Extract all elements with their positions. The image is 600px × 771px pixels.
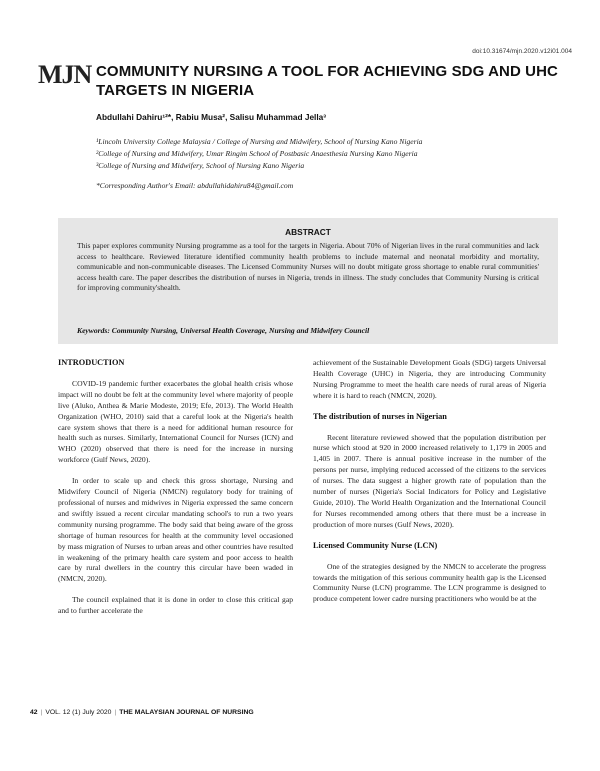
section-heading-lcn: Licensed Community Nurse (LCN) xyxy=(313,540,438,550)
footer-separator: | xyxy=(114,709,117,716)
paragraph: achievement of the Sustainable Development Goals (SDG) targets Universal Health Coverage (UHC) in Nigeria, they are introducing Community Nursing Programme to meet the health care needs of rural areas of Nigeria where it is hard to reach (NMCN, 2020). xyxy=(313,358,546,400)
footer-volume: VOL. 12 (1) July 2020 xyxy=(45,709,112,716)
journal-logo xyxy=(38,60,92,96)
paragraph: One of the strategies designed by the NMCN to accelerate the progress towards the mitigation of this serious community health gap is the Licensed Community Nurse (LCN) programme. The LCN programme is designed to produce competent lower cadre nursing practitioners who would be at the xyxy=(313,561,546,604)
page-footer xyxy=(30,709,254,716)
left-column xyxy=(58,358,293,627)
footer-separator: | xyxy=(40,709,43,716)
journal-logo-text: MJN xyxy=(38,60,92,89)
section-heading-distribution: The distribution of nurses in Nigerian xyxy=(313,411,447,421)
paragraph: Recent literature reviewed showed that the population distribution per nurse which stood at 920 in 2000 increased relatively to 1,179 in 2005 and 1,405 in 2007. There is annual positive increase in the number of the persons per nurse, implying reduced accessed of the citizens to the services of nurses. The data suggest a higher growth rate of population than the number of nurses (Nigeria's Social Indicators for Policy and Legislative Guide, 2010). The World Health Organization and the International Council for Nurses recommended among others that there must be a increase in production of more nurses (Gulf News, 2020). xyxy=(313,432,546,529)
affiliation-1: ¹Lincoln University College Malaysia / College of Nursing and Midwifery, School of Nursing Kano Nigeria xyxy=(96,137,423,146)
introduction-heading: INTRODUCTION xyxy=(58,358,125,367)
doi-label: doi:10.31674/mjn.2020.v12i01.004 xyxy=(472,48,572,55)
corresponding-author: *Corresponding Author's Email: abdullahidahiru84@gmail.com xyxy=(96,181,294,190)
keywords: Keywords: Community Nursing, Universal Health Coverage, Nursing and Midwifery Council xyxy=(77,326,370,335)
abstract-box xyxy=(58,218,558,344)
abstract-heading: ABSTRACT xyxy=(285,227,331,237)
affiliation-3: ³College of Nursing and Midwifery, School of Nursing Kano Nigeria xyxy=(96,161,305,170)
right-column xyxy=(313,358,546,615)
paragraph: In order to scale up and check this gross shortage, Nursing and Midwifery Council of Nigeria (NMCN) regulatory body for training of professional of nurses and midwives in Nigeria expressed the same concern and swiftly issued a recent circular mandating school's to run a two years community nursing programme. The body said that being aware of the gross shortage of human resources for health at the community level occasioned by mass migration of Nurses to urban areas and other countries have resulted in weakening of the primary health care system and poor access to health care by rural dwellers in the country this circular have been waded in (NMCN, 2020). xyxy=(58,476,293,584)
page-number: 42 xyxy=(30,709,38,716)
footer-journal: THE MALAYSIAN JOURNAL OF NURSING xyxy=(119,709,254,716)
affiliations xyxy=(96,136,566,172)
paragraph: The council explained that it is done in order to close this critical gap and to further accelerate the xyxy=(58,595,293,616)
author-list: Abdullahi Dahiru¹²*, Rabiu Musa², Salisu Muhammad Jella³ xyxy=(96,112,327,122)
abstract-text: This paper explores community Nursing programme as a tool for the targets in Nigeria. About 70% of Nigerian lives in the rural communities and lack access to healthcare. Reviewed literature identified community health problems to include maternal and neonatal morbidity and mortality, communicable and non-communicable diseases. The Licensed Community Nurses will no doubt mitigate gross shortage to enable rural communities' access health care. The paper describes the distribution of nurses in Nigeria, trends in illness. The study concludes that Community Nursing is critical for improving community'shealth. xyxy=(77,241,539,293)
article-title: COMMUNITY NURSING A TOOL FOR ACHIEVING SDG AND UHC TARGETS IN NIGERIA xyxy=(96,63,558,99)
affiliation-2: ²College of Nursing and Midwifery, Umar Ringim School of Postbasic Anaesthesia Nursing Kano Nigeria xyxy=(96,149,418,158)
paragraph: COVID-19 pandemic further exacerbates the global health crisis whose impact will no doubt be felt at the community level where majority of people live (Aluko, Anthea & Marie Modeste, 2019; Efe, 2013). The World Health Organization (WHO, 2010) said that a careful look at the Nigeria's health care system shows that there is a need for additional human resource for health such as nurses. Similarly, International Council for Nurses (ICN) and WHO (2020) observed that there is need for the increase in nursing workforce (Gulf News, 2020). xyxy=(58,378,293,465)
